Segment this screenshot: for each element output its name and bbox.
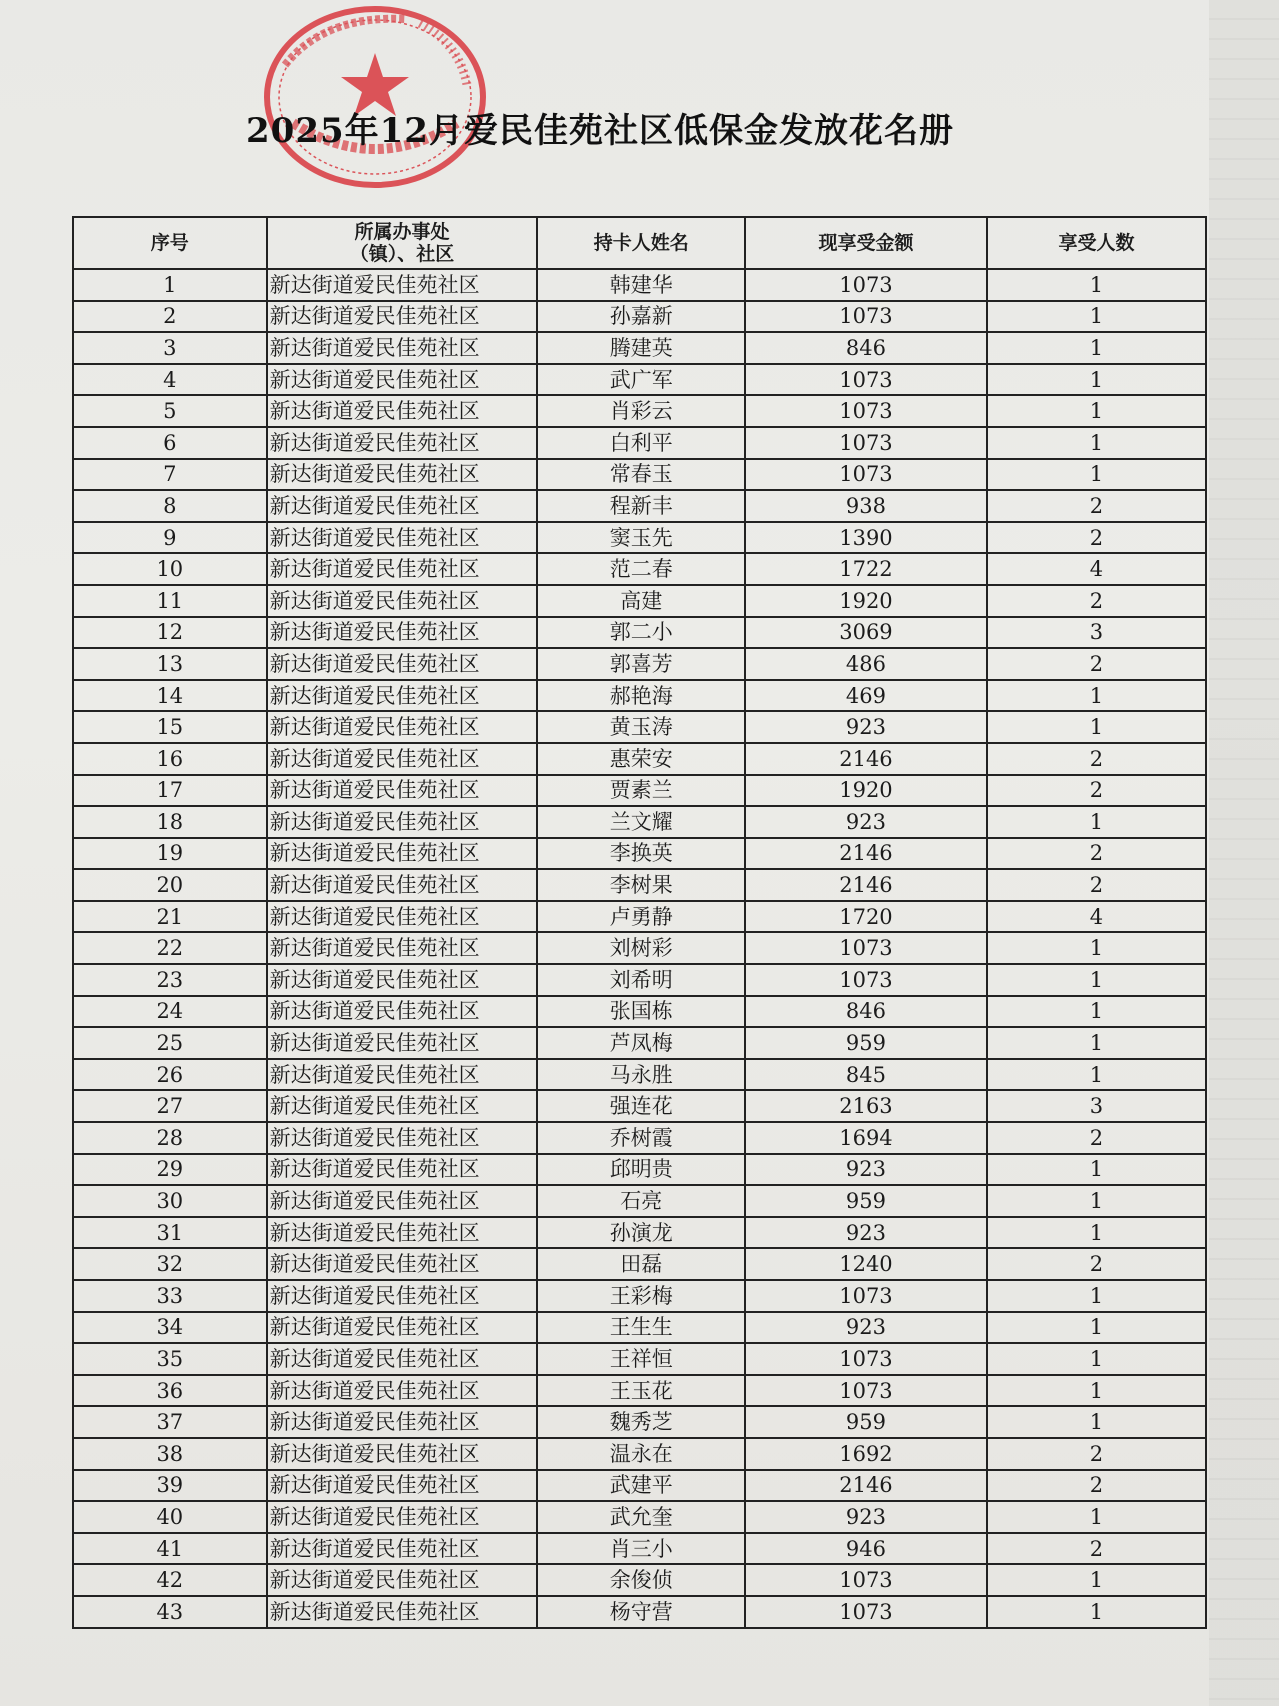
row-name: 孙演龙 (537, 1217, 744, 1249)
row-name: 肖彩云 (537, 395, 744, 427)
row-name: 兰文耀 (537, 806, 744, 838)
row-no: 7 (73, 459, 267, 491)
row-name: 孙嘉新 (537, 301, 744, 333)
row-no: 28 (73, 1122, 267, 1154)
table-row (73, 301, 1206, 333)
row-amount: 1073 (745, 932, 987, 964)
row-no: 4 (73, 364, 267, 396)
row-org: 新达街道爱民佳苑社区 (267, 1248, 538, 1280)
row-name: 惠荣安 (537, 743, 744, 775)
table-row (73, 1154, 1206, 1186)
row-amount: 846 (745, 332, 987, 364)
row-no: 2 (73, 301, 267, 333)
row-no: 42 (73, 1564, 267, 1596)
table-row (73, 838, 1206, 870)
table-row (73, 996, 1206, 1028)
table-row (73, 1375, 1206, 1407)
row-org: 新达街道爱民佳苑社区 (267, 301, 538, 333)
row-count: 1 (987, 1406, 1206, 1438)
row-org: 新达街道爱民佳苑社区 (267, 490, 538, 522)
row-count: 2 (987, 1533, 1206, 1565)
row-org: 新达街道爱民佳苑社区 (267, 1090, 538, 1122)
table-row (73, 553, 1206, 585)
table-row (73, 869, 1206, 901)
row-amount: 1073 (745, 1280, 987, 1312)
row-no: 11 (73, 585, 267, 617)
row-org: 新达街道爱民佳苑社区 (267, 522, 538, 554)
row-org: 新达街道爱民佳苑社区 (267, 1470, 538, 1502)
row-org: 新达街道爱民佳苑社区 (267, 332, 538, 364)
row-org: 新达街道爱民佳苑社区 (267, 1027, 538, 1059)
row-amount: 923 (745, 1154, 987, 1186)
row-name: 王彩梅 (537, 1280, 744, 1312)
row-amount: 1240 (745, 1248, 987, 1280)
row-no: 17 (73, 775, 267, 807)
row-org: 新达街道爱民佳苑社区 (267, 1438, 538, 1470)
row-no: 25 (73, 1027, 267, 1059)
row-count: 1 (987, 1596, 1206, 1628)
row-count: 1 (987, 711, 1206, 743)
row-no: 41 (73, 1533, 267, 1565)
row-no: 27 (73, 1090, 267, 1122)
row-count: 1 (987, 1375, 1206, 1407)
header-org-line1: 所属办事处 (354, 221, 450, 243)
table-row (73, 585, 1206, 617)
table-row (73, 332, 1206, 364)
row-org: 新达街道爱民佳苑社区 (267, 996, 538, 1028)
row-count: 1 (987, 427, 1206, 459)
table-row (73, 648, 1206, 680)
row-count: 3 (987, 1090, 1206, 1122)
row-org: 新达街道爱民佳苑社区 (267, 964, 538, 996)
header-count: 享受人数 (987, 217, 1206, 269)
row-no: 29 (73, 1154, 267, 1186)
row-no: 31 (73, 1217, 267, 1249)
row-amount: 1073 (745, 1596, 987, 1628)
row-count: 1 (987, 1343, 1206, 1375)
row-amount: 2146 (745, 743, 987, 775)
row-count: 1 (987, 806, 1206, 838)
document-title: 2025年12月爱民佳苑社区低保金发放花名册 (246, 111, 954, 151)
row-count: 2 (987, 1438, 1206, 1470)
row-count: 1 (987, 680, 1206, 712)
row-org: 新达街道爱民佳苑社区 (267, 1533, 538, 1565)
row-name: 温永在 (537, 1438, 744, 1470)
row-org: 新达街道爱民佳苑社区 (267, 1122, 538, 1154)
row-name: 卢勇静 (537, 901, 744, 933)
row-count: 2 (987, 1122, 1206, 1154)
row-name: 王祥恒 (537, 1343, 744, 1375)
row-name: 邱明贵 (537, 1154, 744, 1186)
table-row (73, 711, 1206, 743)
row-name: 刘希明 (537, 964, 744, 996)
row-no: 6 (73, 427, 267, 459)
row-name: 刘树彩 (537, 932, 744, 964)
row-name: 王玉花 (537, 1375, 744, 1407)
row-org: 新达街道爱民佳苑社区 (267, 1154, 538, 1186)
row-count: 1 (987, 1501, 1206, 1533)
row-amount: 2146 (745, 1470, 987, 1502)
row-count: 1 (987, 1312, 1206, 1344)
row-name: 石亮 (537, 1185, 744, 1217)
table-row (73, 901, 1206, 933)
table-row (73, 269, 1206, 301)
row-no: 36 (73, 1375, 267, 1407)
row-name: 高建 (537, 585, 744, 617)
row-name: 李换英 (537, 838, 744, 870)
row-count: 1 (987, 996, 1206, 1028)
header-name: 持卡人姓名 (537, 217, 744, 269)
row-no: 1 (73, 269, 267, 301)
row-no: 3 (73, 332, 267, 364)
table-row (73, 1596, 1206, 1628)
row-org: 新达街道爱民佳苑社区 (267, 1059, 538, 1091)
row-no: 37 (73, 1406, 267, 1438)
table-row (73, 1027, 1206, 1059)
table-row (73, 427, 1206, 459)
row-amount: 1073 (745, 964, 987, 996)
row-no: 10 (73, 553, 267, 585)
row-count: 1 (987, 269, 1206, 301)
row-name: 乔树霞 (537, 1122, 744, 1154)
row-org: 新达街道爱民佳苑社区 (267, 932, 538, 964)
row-org: 新达街道爱民佳苑社区 (267, 648, 538, 680)
row-no: 35 (73, 1343, 267, 1375)
table-row (73, 1280, 1206, 1312)
row-amount: 2163 (745, 1090, 987, 1122)
row-no: 13 (73, 648, 267, 680)
row-org: 新达街道爱民佳苑社区 (267, 680, 538, 712)
row-org: 新达街道爱民佳苑社区 (267, 1375, 538, 1407)
row-org: 新达街道爱民佳苑社区 (267, 585, 538, 617)
row-name: 田磊 (537, 1248, 744, 1280)
row-org: 新达街道爱民佳苑社区 (267, 269, 538, 301)
row-amount: 946 (745, 1533, 987, 1565)
row-count: 1 (987, 1059, 1206, 1091)
row-count: 1 (987, 1154, 1206, 1186)
row-no: 30 (73, 1185, 267, 1217)
table-row (73, 1564, 1206, 1596)
row-name: 杨守营 (537, 1596, 744, 1628)
row-org: 新达街道爱民佳苑社区 (267, 1280, 538, 1312)
row-amount: 1073 (745, 1375, 987, 1407)
table-row (73, 617, 1206, 649)
row-no: 34 (73, 1312, 267, 1344)
row-amount: 1722 (745, 553, 987, 585)
row-org: 新达街道爱民佳苑社区 (267, 553, 538, 585)
table-row (73, 1438, 1206, 1470)
row-name: 韩建华 (537, 269, 744, 301)
row-org: 新达街道爱民佳苑社区 (267, 395, 538, 427)
row-count: 1 (987, 932, 1206, 964)
row-name: 芦凤梅 (537, 1027, 744, 1059)
row-name: 马永胜 (537, 1059, 744, 1091)
table-row (73, 680, 1206, 712)
row-org: 新达街道爱民佳苑社区 (267, 1312, 538, 1344)
row-count: 4 (987, 553, 1206, 585)
table-row (73, 1406, 1206, 1438)
row-count: 2 (987, 869, 1206, 901)
row-amount: 1073 (745, 459, 987, 491)
row-count: 2 (987, 490, 1206, 522)
row-no: 16 (73, 743, 267, 775)
row-org: 新达街道爱民佳苑社区 (267, 617, 538, 649)
row-name: 武广军 (537, 364, 744, 396)
table-row (73, 395, 1206, 427)
row-name: 贾素兰 (537, 775, 744, 807)
row-amount: 1920 (745, 585, 987, 617)
table-row (73, 775, 1206, 807)
table-row (73, 1185, 1206, 1217)
table-row (73, 1059, 1206, 1091)
row-no: 22 (73, 932, 267, 964)
row-no: 21 (73, 901, 267, 933)
row-name: 程新丰 (537, 490, 744, 522)
row-org: 新达街道爱民佳苑社区 (267, 427, 538, 459)
row-name: 窦玉先 (537, 522, 744, 554)
row-org: 新达街道爱民佳苑社区 (267, 1501, 538, 1533)
row-count: 2 (987, 648, 1206, 680)
table-row (73, 459, 1206, 491)
header-amount: 现享受金额 (745, 217, 987, 269)
row-name: 常春玉 (537, 459, 744, 491)
row-name: 郭喜芳 (537, 648, 744, 680)
row-no: 38 (73, 1438, 267, 1470)
row-count: 1 (987, 1217, 1206, 1249)
row-amount: 923 (745, 1312, 987, 1344)
row-count: 1 (987, 1564, 1206, 1596)
header-org-line2: （镇）、社区 (349, 243, 455, 265)
row-org: 新达街道爱民佳苑社区 (267, 1406, 538, 1438)
row-amount: 959 (745, 1185, 987, 1217)
row-count: 2 (987, 775, 1206, 807)
row-count: 1 (987, 1280, 1206, 1312)
row-amount: 1073 (745, 427, 987, 459)
row-count: 2 (987, 1248, 1206, 1280)
row-no: 8 (73, 490, 267, 522)
row-no: 19 (73, 838, 267, 870)
row-no: 9 (73, 522, 267, 554)
row-no: 23 (73, 964, 267, 996)
row-name: 肖三小 (537, 1533, 744, 1565)
row-count: 1 (987, 1027, 1206, 1059)
row-no: 26 (73, 1059, 267, 1091)
row-name: 白利平 (537, 427, 744, 459)
row-amount: 938 (745, 490, 987, 522)
row-amount: 2146 (745, 869, 987, 901)
table-row (73, 1501, 1206, 1533)
row-count: 1 (987, 459, 1206, 491)
row-amount: 845 (745, 1059, 987, 1091)
table-row (73, 1312, 1206, 1344)
row-org: 新达街道爱民佳苑社区 (267, 901, 538, 933)
row-amount: 923 (745, 711, 987, 743)
row-amount: 3069 (745, 617, 987, 649)
row-no: 39 (73, 1470, 267, 1502)
row-org: 新达街道爱民佳苑社区 (267, 838, 538, 870)
row-no: 24 (73, 996, 267, 1028)
row-amount: 1694 (745, 1122, 987, 1154)
row-org: 新达街道爱民佳苑社区 (267, 775, 538, 807)
row-count: 2 (987, 1470, 1206, 1502)
table-body (73, 269, 1206, 1628)
row-no: 20 (73, 869, 267, 901)
row-amount: 1390 (745, 522, 987, 554)
table-row (73, 1470, 1206, 1502)
row-amount: 923 (745, 1217, 987, 1249)
roster-table (72, 216, 1207, 1629)
row-org: 新达街道爱民佳苑社区 (267, 806, 538, 838)
table-row (73, 1343, 1206, 1375)
row-name: 黄玉涛 (537, 711, 744, 743)
row-amount: 846 (745, 996, 987, 1028)
row-amount: 959 (745, 1406, 987, 1438)
header-org (267, 217, 538, 269)
table-row (73, 1122, 1206, 1154)
row-amount: 1073 (745, 364, 987, 396)
row-name: 张国栋 (537, 996, 744, 1028)
row-no: 40 (73, 1501, 267, 1533)
row-org: 新达街道爱民佳苑社区 (267, 1343, 538, 1375)
row-count: 2 (987, 522, 1206, 554)
row-amount: 1073 (745, 1564, 987, 1596)
row-org: 新达街道爱民佳苑社区 (267, 364, 538, 396)
header-no: 序号 (73, 217, 267, 269)
table-row (73, 1217, 1206, 1249)
row-amount: 486 (745, 648, 987, 680)
row-org: 新达街道爱民佳苑社区 (267, 1217, 538, 1249)
row-org: 新达街道爱民佳苑社区 (267, 869, 538, 901)
row-count: 1 (987, 1185, 1206, 1217)
row-no: 15 (73, 711, 267, 743)
row-count: 1 (987, 964, 1206, 996)
row-amount: 1073 (745, 269, 987, 301)
row-no: 14 (73, 680, 267, 712)
row-name: 李树果 (537, 869, 744, 901)
row-count: 1 (987, 332, 1206, 364)
row-amount: 469 (745, 680, 987, 712)
table-row (73, 743, 1206, 775)
table-row (73, 806, 1206, 838)
row-no: 43 (73, 1596, 267, 1628)
row-amount: 1073 (745, 301, 987, 333)
row-no: 32 (73, 1248, 267, 1280)
row-count: 2 (987, 838, 1206, 870)
row-org: 新达街道爱民佳苑社区 (267, 1564, 538, 1596)
row-count: 3 (987, 617, 1206, 649)
table-header-row (73, 217, 1206, 269)
row-org: 新达街道爱民佳苑社区 (267, 743, 538, 775)
row-org: 新达街道爱民佳苑社区 (267, 711, 538, 743)
row-amount: 1692 (745, 1438, 987, 1470)
row-name: 范二春 (537, 553, 744, 585)
row-name: 武允奎 (537, 1501, 744, 1533)
row-count: 4 (987, 901, 1206, 933)
table-row (73, 932, 1206, 964)
row-name: 强连花 (537, 1090, 744, 1122)
row-name: 魏秀芝 (537, 1406, 744, 1438)
row-amount: 1920 (745, 775, 987, 807)
row-org: 新达街道爱民佳苑社区 (267, 459, 538, 491)
table-row (73, 364, 1206, 396)
row-no: 12 (73, 617, 267, 649)
row-name: 郝艳海 (537, 680, 744, 712)
row-count: 2 (987, 585, 1206, 617)
row-name: 王生生 (537, 1312, 744, 1344)
row-name: 余俊侦 (537, 1564, 744, 1596)
row-amount: 923 (745, 1501, 987, 1533)
table-row (73, 1248, 1206, 1280)
table-row (73, 1533, 1206, 1565)
background-page-edge (1209, 0, 1279, 1706)
row-amount: 1073 (745, 1343, 987, 1375)
table-row (73, 1090, 1206, 1122)
row-no: 18 (73, 806, 267, 838)
row-name: 武建平 (537, 1470, 744, 1502)
table-row (73, 964, 1206, 996)
row-amount: 1720 (745, 901, 987, 933)
row-name: 腾建英 (537, 332, 744, 364)
row-org: 新达街道爱民佳苑社区 (267, 1185, 538, 1217)
row-count: 1 (987, 395, 1206, 427)
roster-table-container (72, 216, 1207, 1656)
row-count: 1 (987, 301, 1206, 333)
row-amount: 2146 (745, 838, 987, 870)
table-row (73, 522, 1206, 554)
row-count: 2 (987, 743, 1206, 775)
row-amount: 1073 (745, 395, 987, 427)
row-count: 1 (987, 364, 1206, 396)
row-no: 33 (73, 1280, 267, 1312)
row-name: 郭二小 (537, 617, 744, 649)
table-row (73, 490, 1206, 522)
row-amount: 959 (745, 1027, 987, 1059)
row-org: 新达街道爱民佳苑社区 (267, 1596, 538, 1628)
row-no: 5 (73, 395, 267, 427)
row-amount: 923 (745, 806, 987, 838)
